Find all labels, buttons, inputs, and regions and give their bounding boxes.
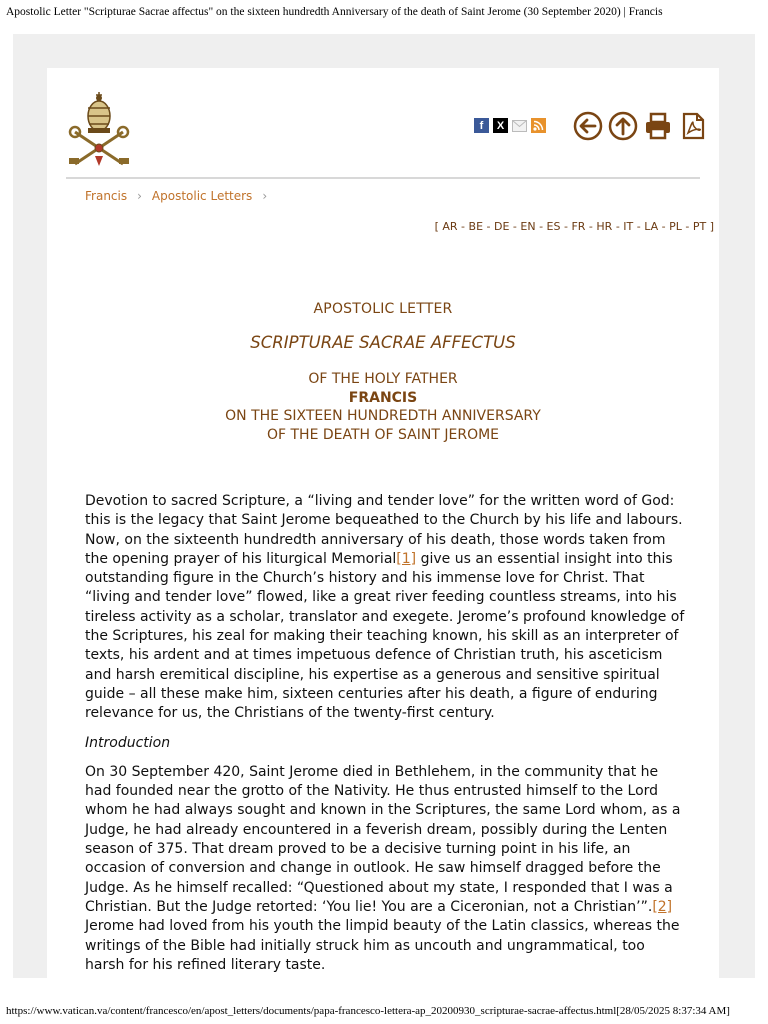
social-share-bar xyxy=(474,118,546,133)
page-tools xyxy=(572,110,709,142)
print-icon[interactable] xyxy=(642,110,674,142)
breadcrumb-apostolic-letters[interactable]: Apostolic Letters xyxy=(151,189,253,203)
lang-link[interactable]: ES xyxy=(546,220,561,233)
lang-link[interactable]: PL xyxy=(669,220,682,233)
document-type: APOSTOLIC LETTER xyxy=(313,301,453,317)
lang-link[interactable]: DE xyxy=(494,220,510,233)
print-footer-url: https://www.vatican.va/content/francesco/en/apost_letters/documents/papa-francesco-lettera-ap_20200930_scripturae-sacrae-affectus.html[28/05/2025 8:37:34 AM] xyxy=(6,1005,730,1017)
footnote-link[interactable]: [1] xyxy=(396,550,417,567)
subtitle-line: OF THE HOLY FATHER xyxy=(308,371,458,387)
lang-link[interactable]: LA xyxy=(644,220,659,233)
chevron-right-icon: › xyxy=(137,189,142,203)
lang-link[interactable]: PT xyxy=(692,220,707,233)
paragraph: Devotion to sacred Scripture, a “living and tender love” for the written word of God: this is the legacy that Saint Jerome bequeathed to the Church by his life and labours. Now, on the sixteenth hundredth anniversary of his death, those words taken from the opening prayer of his liturgical Memorial[1] give us an essential insight into this outstanding figure in the Church’s history and his immense love for Christ. That “living and tender love” flowed, like a great river feeding countless streams, into his tireless activity as a scholar, translator and exegete. Jerome’s profound knowledge of the Scriptures, his zeal for making their teaching known, his skill as an interpreter of texts, his ardent and at times impetuous defence of Christian truth, his asceticism and harsh eremitical discipline, his expertise as a generous and sensitive spiritual guide – all these make him, sixteen centuries after his death, a figure of enduring relevance for us, the Christians of the twenty-first century. xyxy=(85,493,685,722)
breadcrumb-francis[interactable]: Francis xyxy=(85,189,128,203)
email-icon[interactable] xyxy=(512,118,527,133)
x-icon[interactable]: X xyxy=(493,118,508,133)
lang-link[interactable]: AR xyxy=(442,220,458,233)
print-header: Apostolic Letter "Scripturae Sacrae affectus" on the sixteen hundredth Anniversary of the death of Saint Jerome (30 September 2020) | Francis xyxy=(6,6,663,18)
subtitle-line: OF THE DEATH OF SAINT JEROME xyxy=(266,427,500,444)
rss-icon[interactable] xyxy=(531,118,546,133)
document-title: SCRIPTURAE SACRAE AFFECTUS xyxy=(250,333,516,352)
page-content xyxy=(47,68,719,978)
lang-link[interactable]: IT xyxy=(623,220,634,233)
footnote-link[interactable]: [2] xyxy=(652,898,673,915)
language-selector: [ AR - BE - DE - EN - ES - FR - HR - IT - LA - PL - PT ] xyxy=(434,220,714,233)
papal-coat-of-arms-logo[interactable] xyxy=(65,86,133,168)
page-frame xyxy=(13,34,755,978)
chevron-right-icon: › xyxy=(262,189,268,203)
author-name: FRANCIS xyxy=(348,389,418,406)
lang-link[interactable]: HR xyxy=(596,220,613,233)
back-arrow-icon[interactable] xyxy=(572,110,604,142)
document-subtitle xyxy=(47,370,719,445)
subtitle-line: ON THE SIXTEEN HUNDREDTH ANNIVERSARY xyxy=(225,408,541,425)
header-divider xyxy=(66,177,700,179)
lang-link[interactable]: EN xyxy=(520,220,536,233)
section-heading: Introduction xyxy=(85,734,171,751)
article-body xyxy=(85,492,685,978)
pdf-icon[interactable] xyxy=(677,110,709,142)
paragraph: On 30 September 420, Saint Jerome died in Bethlehem, in the community that he had founded near the grotto of the Nativity. He thus entrusted himself to the Lord whom he had always sought and known in the Scriptures, the same Lord whom, as a Judge, he had already encountered in a feverish dream, possibly during the Lenten season of 375. That dream proved to be a decisive turning point in his life, an occasion of conversion and change in outlook. He saw himself dragged before the Judge. As he himself recalled: “Questioned about my state, I responded that I was a Christian. But the Judge retorted: ‘You lie! You are a Ciceronian, not a Christian’”.[2] Jerome had loved from his youth the limpid beauty of the Latin classics, whereas the writings of the Bible had initially struck him as uncouth and ungrammatical, too harsh for his refined literary taste. xyxy=(85,763,681,973)
breadcrumb xyxy=(85,189,277,203)
lang-link[interactable]: FR xyxy=(571,220,586,233)
lang-link[interactable]: BE xyxy=(468,220,484,233)
facebook-icon[interactable]: f xyxy=(474,118,489,133)
up-arrow-icon[interactable] xyxy=(607,110,639,142)
